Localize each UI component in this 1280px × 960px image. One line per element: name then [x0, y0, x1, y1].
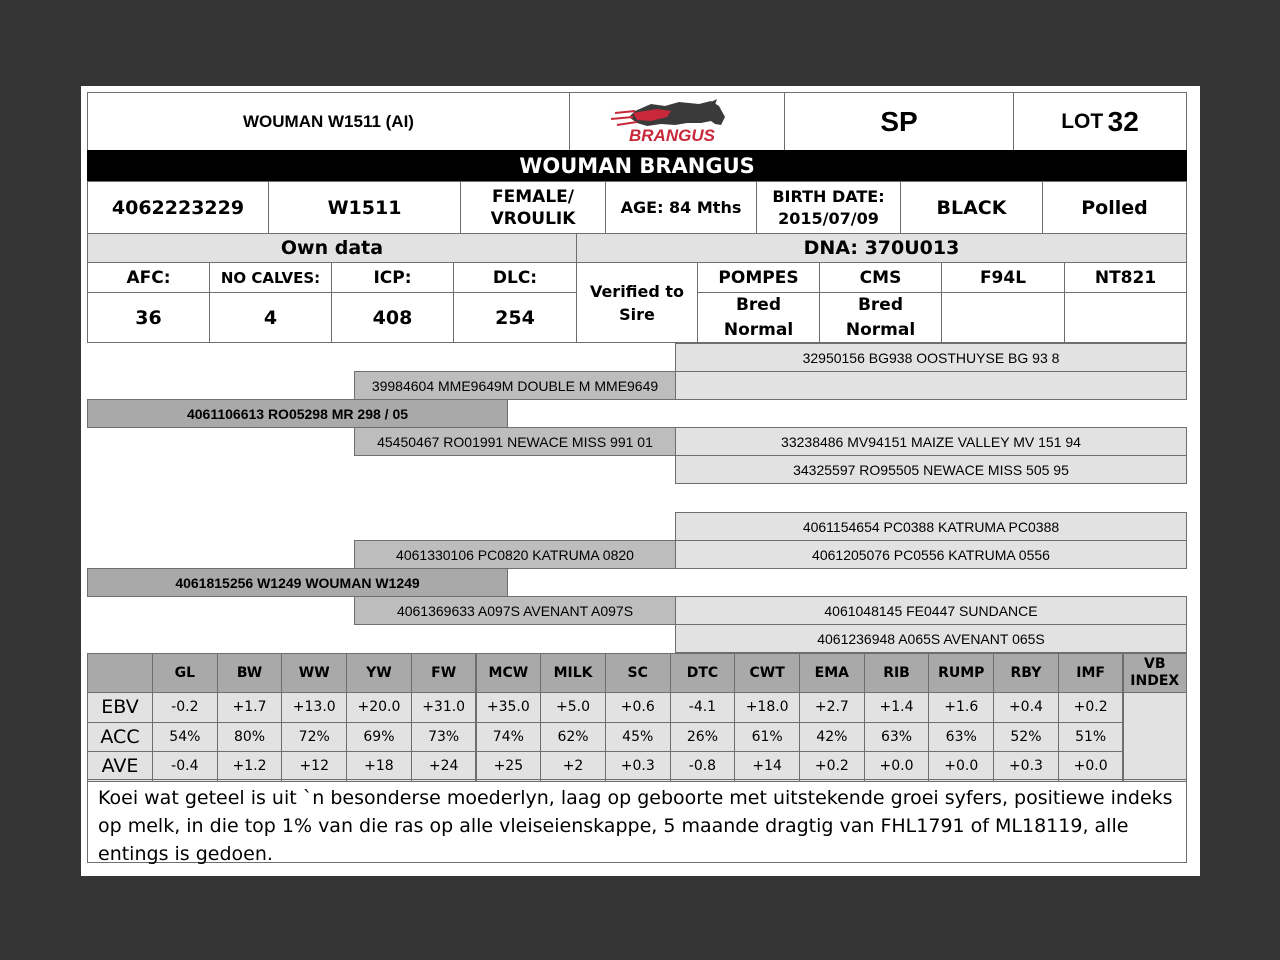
lot-number: 32 [1107, 105, 1139, 137]
ebv-column-header-bw: BW [217, 653, 283, 693]
ebv-value-ebv-cwt: +18.0 [734, 692, 800, 723]
birth-date [756, 181, 901, 234]
ebv-column-header-fw: FW [411, 653, 477, 693]
pedigree-dam-dam-dam: 4061236948 A065S AVENANT 065S [675, 624, 1187, 653]
ebv-column-header-rib: RIB [864, 653, 930, 693]
ebv-value-ebv-bw: +1.7 [217, 692, 283, 723]
animal-name: WOUMAN W1511 (AI) [87, 92, 570, 151]
ebv-value-acc-imf: 51% [1058, 722, 1124, 753]
ebv-column-header-dtc: DTC [670, 653, 736, 693]
nt821-value [1064, 292, 1187, 343]
ebv-column-header-ema: EMA [799, 653, 865, 693]
ebv-value-acc-rib: 63% [864, 722, 930, 753]
ebv-value-ave-imf: +0.0 [1058, 751, 1124, 782]
bull-logo-icon [607, 97, 747, 147]
ebv-value-ave-fw: +24 [411, 751, 477, 782]
nt821-header: NT821 [1064, 262, 1187, 293]
registration-number: 4062223229 [87, 181, 269, 234]
verified-line1: Verified to [589, 281, 685, 301]
brangus-logo [569, 92, 785, 151]
ebv-value-ebv-rib: +1.4 [864, 692, 930, 723]
ebv-value-acc-milk: 62% [540, 722, 606, 753]
afc-header: AFC: [87, 262, 210, 293]
ebv-column-header-rump: RUMP [928, 653, 994, 693]
no-calves-value: 4 [209, 292, 332, 343]
ebv-value-acc-dtc: 26% [670, 722, 736, 753]
own-data-title: Own data [87, 233, 577, 263]
ebv-column-header-gl: GL [152, 653, 218, 693]
ebv-value-ave-rump: +0.0 [928, 751, 994, 782]
ebv-row-label-acc: ACC [87, 722, 153, 753]
ebv-value-ave-dtc: -0.8 [670, 751, 736, 782]
ebv-column-header-sc: SC [605, 653, 671, 693]
animal-id: W1511 [268, 181, 461, 234]
afc-value: 36 [87, 292, 210, 343]
ebv-value-ebv-fw: +31.0 [411, 692, 477, 723]
vb-index-line1: VB [1143, 656, 1166, 672]
no-calves-header: NO CALVES: [209, 262, 332, 293]
ebv-column-header-mcw: MCW [476, 653, 542, 693]
lot-word: LOT [1061, 109, 1104, 133]
type-code: SP [784, 92, 1014, 151]
icp-value: 408 [331, 292, 454, 343]
ebv-row-label-ave: AVE [87, 751, 153, 782]
ebv-value-acc-ema: 42% [799, 722, 865, 753]
pedigree-dam-dam: 4061369633 A097S AVENANT A097S [354, 596, 676, 625]
ebv-value-ebv-rby: +0.4 [993, 692, 1059, 723]
ebv-value-acc-yw: 69% [346, 722, 412, 753]
ebv-value-acc-rby: 52% [993, 722, 1059, 753]
ebv-value-acc-mcw: 74% [476, 722, 542, 753]
pompes-value-line2: Normal [723, 319, 794, 340]
ebv-column-header-yw: YW [346, 653, 412, 693]
ebv-value-ebv-gl: -0.2 [152, 692, 218, 723]
dlc-value: 254 [453, 292, 577, 343]
ebv-value-acc-ww: 72% [281, 722, 347, 753]
ebv-value-acc-fw: 73% [411, 722, 477, 753]
dna-title: DNA: 370U013 [576, 233, 1187, 263]
ebv-value-acc-rump: 63% [928, 722, 994, 753]
ebv-value-ave-rib: +0.0 [864, 751, 930, 782]
pedigree-sire-dam-sire: 33238486 MV94151 MAIZE VALLEY MV 151 94 [675, 427, 1187, 456]
ebv-column-header-cwt: CWT [734, 653, 800, 693]
vb-index-value [1123, 692, 1188, 782]
pedigree-dam-sire-sire: 4061154654 PC0388 KATRUMA PC0388 [675, 512, 1187, 541]
ebv-value-ebv-dtc: -4.1 [670, 692, 736, 723]
pedigree-sire-dam-dam: 34325597 RO95505 NEWACE MISS 505 95 [675, 455, 1187, 484]
verified-line2: Sire [619, 304, 655, 324]
icp-header: ICP: [331, 262, 454, 293]
ebv-value-ave-ema: +0.2 [799, 751, 865, 782]
colour: BLACK [900, 181, 1043, 234]
pedigree-dam: 4061815256 W1249 WOUMAN W1249 [87, 568, 508, 597]
pompes-value [697, 292, 820, 343]
ebv-value-ave-sc: +0.3 [605, 751, 671, 782]
ebv-value-ebv-yw: +20.0 [346, 692, 412, 723]
pedigree-sire-dam: 45450467 RO01991 NEWACE MISS 991 01 [354, 427, 676, 456]
sex [460, 181, 606, 234]
breeder-banner: WOUMAN BRANGUS [87, 150, 1187, 181]
ebv-value-ave-yw: +18 [346, 751, 412, 782]
f94l-value [941, 292, 1065, 343]
vb-index-line2: INDEX [1130, 673, 1180, 689]
ebv-value-ebv-milk: +5.0 [540, 692, 606, 723]
cms-header: CMS [819, 262, 942, 293]
birth-date-value: 2015/07/09 [778, 208, 879, 228]
ebv-value-ebv-sc: +0.6 [605, 692, 671, 723]
ebv-value-ebv-ema: +2.7 [799, 692, 865, 723]
logo-text: BRANGUS [629, 125, 715, 145]
dlc-header: DLC: [453, 262, 577, 293]
vb-index-header [1123, 653, 1188, 693]
horn-status: Polled [1042, 181, 1187, 234]
ebv-value-ave-rby: +0.3 [993, 751, 1059, 782]
sex-line1: FEMALE/ [492, 186, 574, 207]
pedigree-sire-sire-sire: 32950156 BG938 OOSTHUYSE BG 93 8 [675, 343, 1187, 372]
ebv-value-acc-gl: 54% [152, 722, 218, 753]
ebv-value-ebv-mcw: +35.0 [476, 692, 542, 723]
pompes-value-line1: Bred [735, 294, 782, 315]
ebv-value-ave-gl: -0.4 [152, 751, 218, 782]
pompes-header: POMPES [697, 262, 820, 293]
ebv-value-ave-mcw: +25 [476, 751, 542, 782]
cms-value-line1: Bred [857, 294, 904, 315]
ebv-value-acc-sc: 45% [605, 722, 671, 753]
ebv-row-label-ebv: EBV [87, 692, 153, 723]
ebv-value-ave-cwt: +14 [734, 751, 800, 782]
ebv-value-ebv-ww: +13.0 [281, 692, 347, 723]
ebv-value-acc-bw: 80% [217, 722, 283, 753]
ebv-value-ave-bw: +1.2 [217, 751, 283, 782]
age: AGE: 84 Mths [605, 181, 757, 234]
lot-label [1013, 92, 1187, 151]
ebv-value-ave-ww: +12 [281, 751, 347, 782]
cms-value-line2: Normal [845, 319, 916, 340]
cms-value [819, 292, 942, 343]
birth-date-label: BIRTH DATE: [772, 186, 885, 206]
ebv-value-ave-milk: +2 [540, 751, 606, 782]
lot-card [81, 86, 1200, 876]
pedigree-sire: 4061106613 RO05298 MR 298 / 05 [87, 399, 508, 428]
ebv-value-ebv-imf: +0.2 [1058, 692, 1124, 723]
pedigree-sire-sire-dam [675, 371, 1187, 400]
ebv-column-header-milk: MILK [540, 653, 606, 693]
verified-to-sire [576, 262, 698, 343]
comments: Koei wat geteel is uit `n besonderse moederlyn, laag op geboorte met uitstekende groei syfers, positiewe indeks op melk, in die top 1% van die ras op alle vleiseienskappe, 5 maande dragtig van FHL1791 of ML18119, alle entings is gedoen. [87, 779, 1187, 863]
pedigree-sire-sire: 39984604 MME9649M DOUBLE M MME9649 [354, 371, 676, 400]
ebv-value-acc-cwt: 61% [734, 722, 800, 753]
ebv-column-header-imf: IMF [1058, 653, 1124, 693]
ebv-header-corner [87, 653, 153, 693]
pedigree-dam-dam-sire: 4061048145 FE0447 SUNDANCE [675, 596, 1187, 625]
ebv-column-header-rby: RBY [993, 653, 1059, 693]
pedigree-dam-sire: 4061330106 PC0820 KATRUMA 0820 [354, 540, 676, 569]
f94l-header: F94L [941, 262, 1065, 293]
ebv-column-header-ww: WW [281, 653, 347, 693]
pedigree-dam-sire-dam: 4061205076 PC0556 KATRUMA 0556 [675, 540, 1187, 569]
sex-line2: VROULIK [490, 208, 576, 229]
ebv-value-ebv-rump: +1.6 [928, 692, 994, 723]
